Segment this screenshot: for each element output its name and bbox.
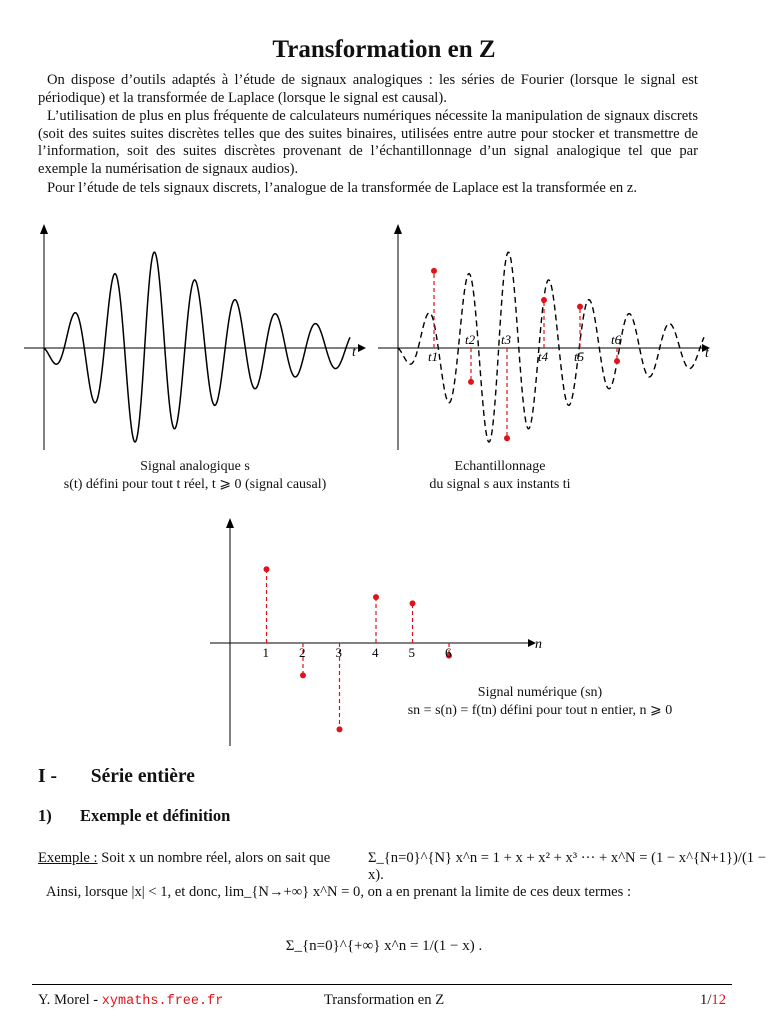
example-label: Exemple : [38, 850, 98, 866]
fig2-caption [360, 458, 640, 494]
y-axis-arrow [226, 518, 234, 528]
footer-page: 1/12 [700, 992, 726, 1008]
stem-point [373, 594, 379, 600]
example-text: Soit x un nombre réel, alors on sait que [101, 850, 331, 866]
sample-point [504, 435, 510, 441]
section-title: Série entière [90, 766, 195, 787]
footer-title: Transformation en Z [323, 992, 445, 1008]
y-axis-arrow [394, 224, 402, 234]
sample-point [431, 268, 437, 274]
footer-site-link[interactable]: xymaths.free.fr [101, 994, 224, 1009]
sample-label: t5 [574, 349, 585, 364]
example-line [38, 850, 330, 867]
sample-point [541, 297, 547, 303]
fig1-caption [20, 458, 370, 494]
footer-page-total-link[interactable]: 12 [711, 992, 726, 1008]
fig1-caption-line1: Signal analogique s [140, 459, 250, 474]
tick-label: 6 [445, 645, 452, 660]
tick-label: 4 [372, 645, 379, 660]
section-heading [38, 766, 195, 788]
stem-point [337, 726, 343, 732]
footer-author: Y. Morel - [38, 992, 99, 1008]
sample-label: t1 [428, 349, 439, 364]
n-axis-label: n [535, 637, 542, 652]
sample-point [468, 379, 474, 385]
intro-paragraph-2: L’utilisation de plus en plus fréquente de calculateurs numériques nécessite la manipulation de signaux discrets (soit des suites suites discrètes telles que des suites binaires, utilisées entre autre pour stocker et transmettre de l’information, soit des suites discrètes provenant de l’échantillonnage d’un signal analogique tel que par exemple la numérisation de signaux audios). [38, 108, 698, 177]
intro-paragraph-3: Pour l’étude de tels signaux discrets, l’analogue de la transformée de Laplace est la transformée en z. [47, 180, 637, 196]
page-title: Transformation en Z [272, 36, 496, 63]
sampling-figure [374, 222, 724, 458]
fig3-caption-line2: sn = s(n) = f(tn) défini pour tout n entier, n ⩾ 0 [407, 703, 673, 718]
subsection-heading [38, 806, 230, 826]
t-axis-arrow [358, 344, 366, 352]
tick-label: 5 [408, 645, 415, 660]
fig1-caption-line2: s(t) défini pour tout t réel, t ⩾ 0 (signal causal) [63, 477, 327, 492]
y-axis-arrow [40, 224, 48, 234]
intro-paragraph-1: On dispose d’outils adaptés à l’étude de signaux analogiques : les séries de Fourier (lorsque le signal est périodique) et la transformée de Laplace (lorsque le signal est causal). [38, 72, 698, 106]
stem-point [410, 600, 416, 606]
fig3-caption [350, 684, 730, 720]
sample-point [614, 358, 620, 364]
tick-label: 2 [299, 645, 306, 660]
t-axis-label: t [705, 346, 709, 361]
fig2-caption-line2: du signal s aux instants ti [429, 477, 571, 492]
example-line-2: Ainsi, lorsque |x| < 1, et donc, lim_{N→+∞} x^N = 0, on a en prenant la limite de ces deux termes : [46, 884, 632, 900]
fig2-caption-line1: Echantillonnage [454, 459, 546, 474]
analog-signal-curve [44, 252, 350, 442]
example-formula-2: Σ_{n=0}^{+∞} x^n = 1/(1 − x) . [285, 938, 483, 954]
sample-label: t3 [501, 332, 512, 347]
analog-signal-figure [20, 222, 370, 458]
example-formula: Σ_{n=0}^{N} x^n = 1 + x + x² + x³ ··· + x^N = (1 − x^{N+1})/(1 − x). [368, 850, 766, 883]
stem-point [264, 566, 270, 572]
subsection-number: 1) [38, 806, 52, 825]
sample-label: t2 [465, 332, 476, 347]
tick-label: 1 [262, 645, 269, 660]
fig3-caption-line1: Signal numérique (sn) [477, 685, 603, 700]
tick-label: 3 [335, 645, 342, 660]
analog-signal-dashed-curve [398, 252, 704, 442]
section-number: I - [38, 766, 57, 787]
sample-label: t6 [611, 332, 622, 347]
subsection-title: Exemple et définition [80, 806, 231, 825]
sample-point [577, 304, 583, 310]
stem-point [300, 672, 306, 678]
t-axis-label: t [352, 345, 356, 360]
sample-label: t4 [538, 349, 549, 364]
footer-page-current: 1 [700, 992, 708, 1008]
footer-rule [32, 984, 732, 985]
